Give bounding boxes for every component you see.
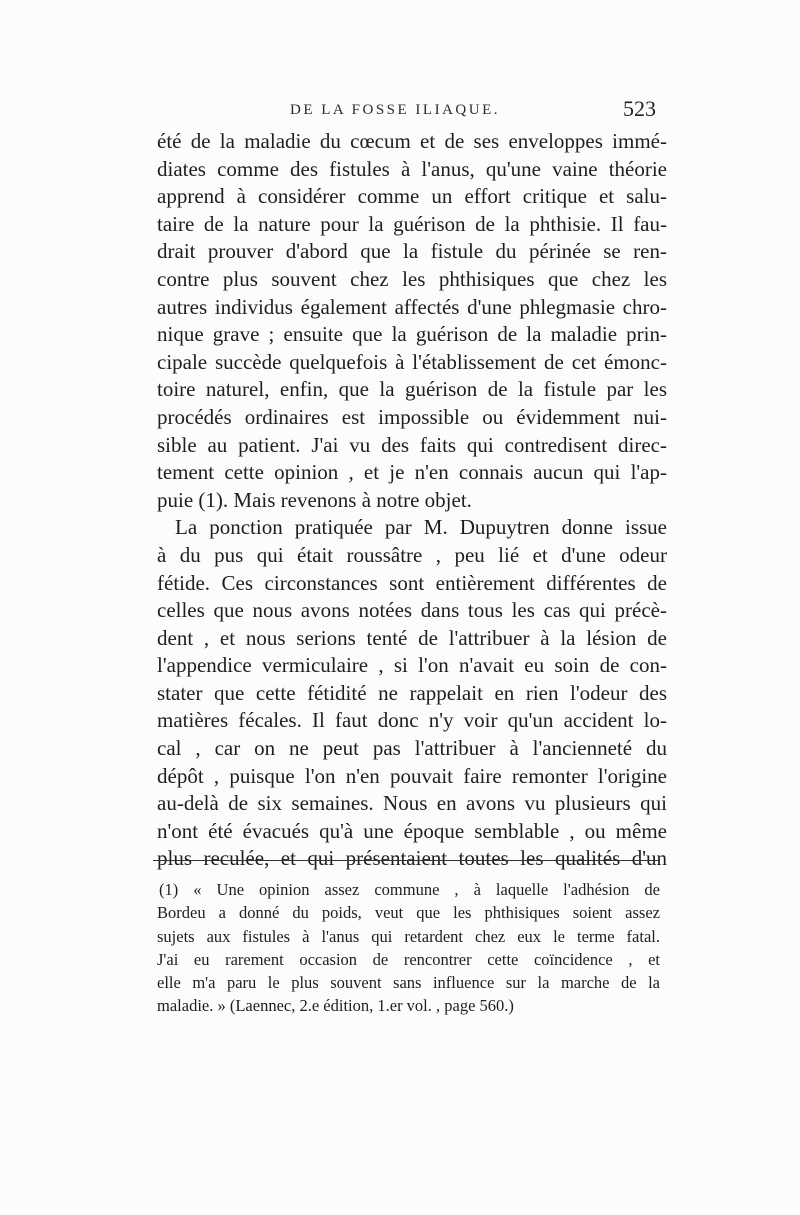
- body-line: l'appendice vermiculaire , si l'on n'avait eu soin de con-: [157, 653, 667, 678]
- running-title: DE LA FOSSE ILIAQUE.: [290, 102, 500, 118]
- body-line: drait prouver d'abord que la fistule du périnée se ren-: [157, 239, 667, 264]
- body-line: La ponction pratiquée par M. Dupuytren donne issue: [175, 515, 667, 540]
- footnote-separator: [153, 860, 660, 861]
- body-line: à du pus qui était roussâtre , peu lié et d'une odeur: [157, 542, 667, 567]
- body-line: stater que cette fétidité ne rappelait en rien l'odeur des: [157, 680, 667, 705]
- body-line: autres individus également affectés d'une phlegmasie chro-: [157, 294, 667, 319]
- footnote-line: Bordeu a donné du poids, veut que les phthisiques soient assez: [157, 903, 660, 923]
- body-line: plus reculée, et qui présentaient toutes les qualités d'un: [157, 846, 667, 871]
- body-line: procédés ordinaires est impossible ou évidemment nui-: [157, 404, 667, 429]
- body-line: cipale succède quelquefois à l'établissement de cet émonc-: [157, 349, 667, 374]
- body-line: fétide. Ces circonstances sont entièrement différentes de: [157, 570, 667, 595]
- body-line: nique grave ; ensuite que la guérison de la maladie prin-: [157, 322, 667, 347]
- body-line: contre plus souvent chez les phthisiques que chez les: [157, 266, 667, 291]
- body-line: sible au patient. J'ai vu des faits qui contredisent direc-: [157, 432, 667, 457]
- footnote-line: sujets aux fistules à l'anus qui retardent chez eux le terme fatal.: [157, 926, 660, 946]
- footnote: [157, 878, 660, 1018]
- body-line: diates comme des fistules à l'anus, qu'une vaine théorie: [157, 156, 667, 181]
- body-line: dépôt , puisque l'on n'en pouvait faire remonter l'origine: [157, 763, 667, 788]
- body-line: tement cette opinion , et je n'en connais aucun qui l'ap-: [157, 460, 667, 485]
- body-line: taire de la nature pour la guérison de la phthisie. Il fau-: [157, 211, 667, 236]
- body-line: dent , et nous serions tenté de l'attribuer à la lésion de: [157, 625, 667, 650]
- body-line: celles que nous avons notées dans tous les cas qui précè-: [157, 598, 667, 623]
- body-line: au-delà de six semaines. Nous en avons vu plusieurs qui: [157, 791, 667, 816]
- footnote-line: maladie. » (Laennec, 2.e édition, 1.er vol. , page 560.): [157, 996, 514, 1016]
- body-line: puie (1). Mais revenons à notre objet.: [157, 487, 472, 512]
- body-line: n'ont été évacués qu'à une époque semblable , ou même: [157, 818, 667, 843]
- footnote-line: J'ai eu rarement occasion de rencontrer cette coïncidence , et: [157, 949, 660, 969]
- body-line: apprend à considérer comme un effort critique et salu-: [157, 184, 667, 209]
- body-line: toire naturel, enfin, que la guérison de la fistule par les: [157, 377, 667, 402]
- footnote-line: elle m'a paru le plus souvent sans influence sur la marche de la: [157, 973, 660, 993]
- body-line: matières fécales. Il faut donc n'y voir qu'un accident lo-: [157, 708, 667, 733]
- page-number: 523: [623, 96, 656, 121]
- footnote-line: (1) « Une opinion assez commune , à laquelle l'adhésion de: [159, 880, 660, 899]
- page-header: [160, 98, 660, 128]
- body-line: cal , car on ne peut pas l'attribuer à l'ancienneté du: [157, 736, 667, 761]
- body-text: [157, 128, 667, 873]
- body-line: été de la maladie du cœcum et de ses enveloppes immé-: [157, 129, 667, 153]
